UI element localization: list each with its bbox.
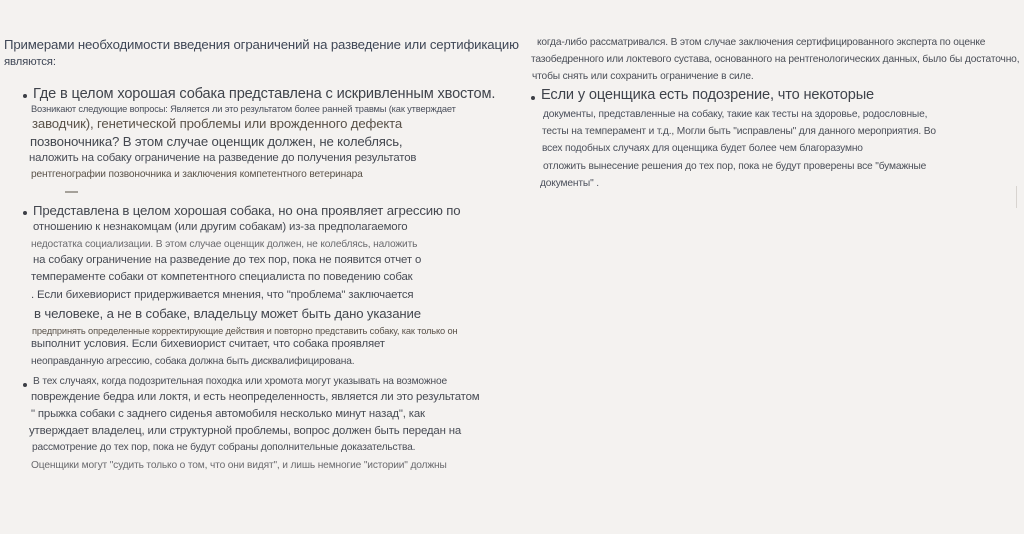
bullet-documents-line-1: Если у оценщика есть подозрение, что некоторые [541, 87, 875, 103]
bullet-crooked-tail-line-2: Возникают следующие вопросы: Является ли это результатом более ранней травмы (как утверждает [31, 104, 456, 114]
bullet-gait-line-4: утверждает владелец, или структурной проблемы, вопрос должен быть передан на [29, 425, 462, 437]
bullet-gait-line-1: В тех случаях, когда подозрительная походка или хромота могут указывать на возможное [33, 376, 447, 387]
continuation-line-2: тазобедренного или локтевого сустава, основанного на рентгенологических данных, было бы достаточно, [531, 54, 1020, 65]
bullet-gait-line-3: " прыжка собаки с заднего сиденья автомобиля несколько минут назад", как [31, 408, 425, 420]
bullet-aggression-line-2: отношению к незнакомцам (или другим собакам) из-за предполагаемого [33, 221, 408, 233]
bullet-aggression-line-10: неоправданную агрессию, собака должна быть дисквалифицирована. [31, 356, 355, 367]
bullet-aggression-line-4: на собаку ограничение на разведение до тех пор, пока не появится отчет о [33, 254, 422, 266]
continuation-line-3: чтобы снять или сохранить ограничение в силе. [532, 71, 754, 82]
intro-line-2: являются: [4, 56, 56, 68]
bullet-crooked-tail-line-3: заводчик), генетической проблемы или врожденного дефекта [32, 116, 403, 131]
bullet-aggression-line-3: недостатка социализации. В этом случае оценщик должен, не колеблясь, наложить [31, 239, 418, 250]
bullet-marker-icon [531, 96, 535, 100]
bullet-documents-line-4: всех подобных случаях для оценщика будет более чем благоразумно [542, 143, 863, 154]
bullet-gait-line-6: Оценщики могут "судить только о том, что они видят", и лишь немногие "истории" должны [31, 460, 447, 471]
bullet-aggression-line-8: предпринять определенные корректирующие действия и повторно представить собаку, как только он [32, 326, 458, 336]
bullet-aggression-line-9: выполнит условия. Если бихевиорист считает, что собака проявляет [31, 338, 385, 350]
bullet-aggression-line-7: в человеке, а не в собаке, владельцу может быть дано указание [34, 306, 421, 321]
bullet-documents-line-2: документы, представленные на собаку, такие как тесты на здоровье, родословные, [543, 109, 928, 120]
bullet-crooked-tail-line-6: рентгенографии позвоночника и заключения компетентного ветеринара [31, 169, 363, 180]
bullet-marker-icon [23, 383, 27, 387]
bullet-marker-icon [23, 211, 27, 215]
bullet-crooked-tail-line-1: Где в целом хорошая собака представлена с искривленным хвостом. [33, 86, 496, 102]
continuation-line-1: когда-либо рассматривался. В этом случае заключения сертифицированного эксперта по оценке [537, 37, 986, 48]
bullet-documents-line-5: отложить вынесение решения до тех пор, пока не будут проверены все "бумажные [543, 161, 927, 172]
bullet-aggression-line-5: темпераменте собаки от компетентного специалиста по поведению собак [31, 271, 413, 283]
bullet-gait-line-5: рассмотрение до тех пор, пока не будут собраны дополнительные доказательства. [32, 442, 416, 453]
stray-dash-artifact [65, 191, 78, 193]
bullet-crooked-tail-line-5: наложить на собаку ограничение на разведение до получения результатов [29, 152, 417, 164]
bullet-crooked-tail-line-4: позвоночника? В этом случае оценщик должен, не колеблясь, [30, 134, 403, 149]
bullet-documents-line-3: тесты на темперамент и т.д., Могли быть "исправлены" для данного мероприятия. Во [542, 126, 936, 137]
right-margin-tick [1016, 186, 1017, 208]
bullet-gait-line-2: повреждение бедра или локтя, и есть неопределенность, является ли это результатом [31, 391, 480, 403]
bullet-aggression-line-6: . Если бихевиорист придерживается мнения, что "проблема" заключается [31, 289, 414, 301]
bullet-marker-icon [23, 94, 27, 98]
intro-line-1: Примерами необходимости введения ограничений на разведение или сертификацию [4, 37, 519, 52]
bullet-documents-line-6: документы" . [540, 178, 599, 189]
bullet-aggression-line-1: Представлена в целом хорошая собака, но она проявляет агрессию по [33, 203, 461, 218]
